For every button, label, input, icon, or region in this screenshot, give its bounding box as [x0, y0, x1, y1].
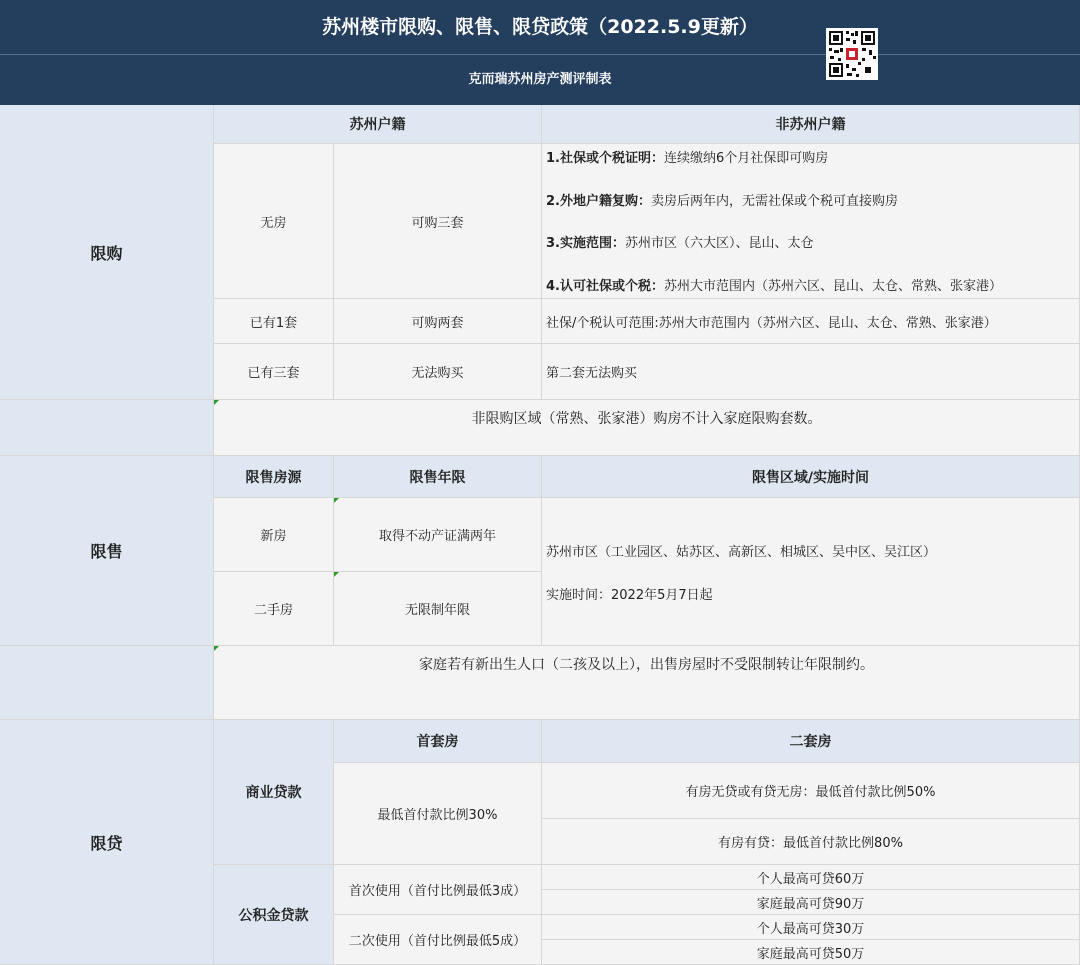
fund-limit-cell: 个人最高可贷30万	[542, 915, 1080, 940]
purchase-status-cell: 无房	[214, 144, 334, 299]
fund-limit-cell: 个人最高可贷60万	[542, 865, 1080, 890]
purchase-col-nonlocal: 非苏州户籍	[542, 105, 1080, 144]
nonlocal-rule: 1.社保或个税证明：连续缴纳6个月社保即可购房	[546, 151, 829, 166]
nonlocal-row-cell: 第二套无法购买	[542, 344, 1080, 400]
page-title: 苏州楼市限购、限售、限贷政策（2022.5.9更新）	[0, 0, 1080, 54]
commercial-second-a: 有房无贷或有贷无房：最低首付款比例50%	[542, 763, 1080, 819]
purchase-col-local: 苏州户籍	[214, 105, 542, 144]
sale-note: 家庭若有新出生人口（二孩及以上），出售房屋时不受限制转让年限制约。	[214, 646, 1080, 720]
cell-comment-marker	[334, 572, 339, 577]
sale-col-area: 限售区域/实施时间	[542, 456, 1080, 498]
sale-years-cell: 无限制年限	[334, 572, 542, 646]
purchase-status-cell: 已有三套	[214, 344, 334, 400]
loan-label: 限贷	[0, 720, 214, 965]
nonlocal-rule: 2.外地户籍复购：卖房后两年内，无需社保或个税可直接购房	[546, 193, 898, 209]
purchase-status-cell: 已有1套	[214, 299, 334, 344]
purchase-label: 限购	[0, 105, 214, 400]
page-subtitle: 克而瑞苏州房产测评制表	[0, 55, 1080, 105]
fund-limit-cell: 家庭最高可贷50万	[542, 940, 1080, 965]
loan-col-first: 首套房	[334, 720, 542, 763]
sale-time-text: 实施时间：2022年5月7日起	[546, 587, 713, 603]
sale-area-text: 苏州市区（工业园区、姑苏区、高新区、相城区、吴中区、吴江区）	[546, 544, 937, 560]
commercial-second-b: 有房有贷：最低首付款比例80%	[542, 819, 1080, 865]
purchase-local-cell: 可购三套	[334, 144, 542, 299]
cell-comment-marker	[214, 646, 219, 651]
nonlocal-rule: 3.实施范围：苏州市区（六大区）、昆山、太仓	[546, 236, 814, 252]
commercial-first-cell: 最低首付款比例30%	[334, 763, 542, 865]
commercial-loan-label: 商业贷款	[214, 720, 334, 865]
sale-col-source: 限售房源	[214, 456, 334, 498]
loan-col-second: 二套房	[542, 720, 1080, 763]
fund-first-use: 首次使用（首付比例最低3成）	[334, 865, 542, 915]
nonlocal-rule: 4.认可社保或个税：苏州大市范围内（苏州六区、昆山、太仓、常熟、张家港）	[546, 278, 1002, 294]
cell-comment-marker	[214, 400, 219, 405]
purchase-note: 非限购区域（常熟、张家港）购房不计入家庭限购套数。	[214, 400, 1080, 456]
fund-loan-label: 公积金贷款	[214, 865, 334, 965]
fund-second-use: 二次使用（首付比例最低5成）	[334, 915, 542, 965]
purchase-label-extension	[0, 400, 214, 456]
nonlocal-rules	[542, 144, 1080, 299]
sale-label: 限售	[0, 456, 214, 646]
fund-limit-cell: 家庭最高可贷90万	[542, 890, 1080, 915]
sale-area-cell	[542, 498, 1080, 646]
sale-source-cell: 新房	[214, 498, 334, 572]
sale-source-cell: 二手房	[214, 572, 334, 646]
nonlocal-row-cell: 社保/个税认可范围:苏州大市范围内（苏州六区、昆山、太仓、常熟、张家港）	[542, 299, 1080, 344]
purchase-local-cell: 可购两套	[334, 299, 542, 344]
cell-comment-marker	[334, 498, 339, 503]
qr-code	[826, 28, 878, 80]
policy-grid	[0, 105, 1080, 965]
purchase-local-cell: 无法购买	[334, 344, 542, 400]
sale-years-cell: 取得不动产证满两年	[334, 498, 542, 572]
sale-col-years: 限售年限	[334, 456, 542, 498]
sale-label-extension	[0, 646, 214, 720]
